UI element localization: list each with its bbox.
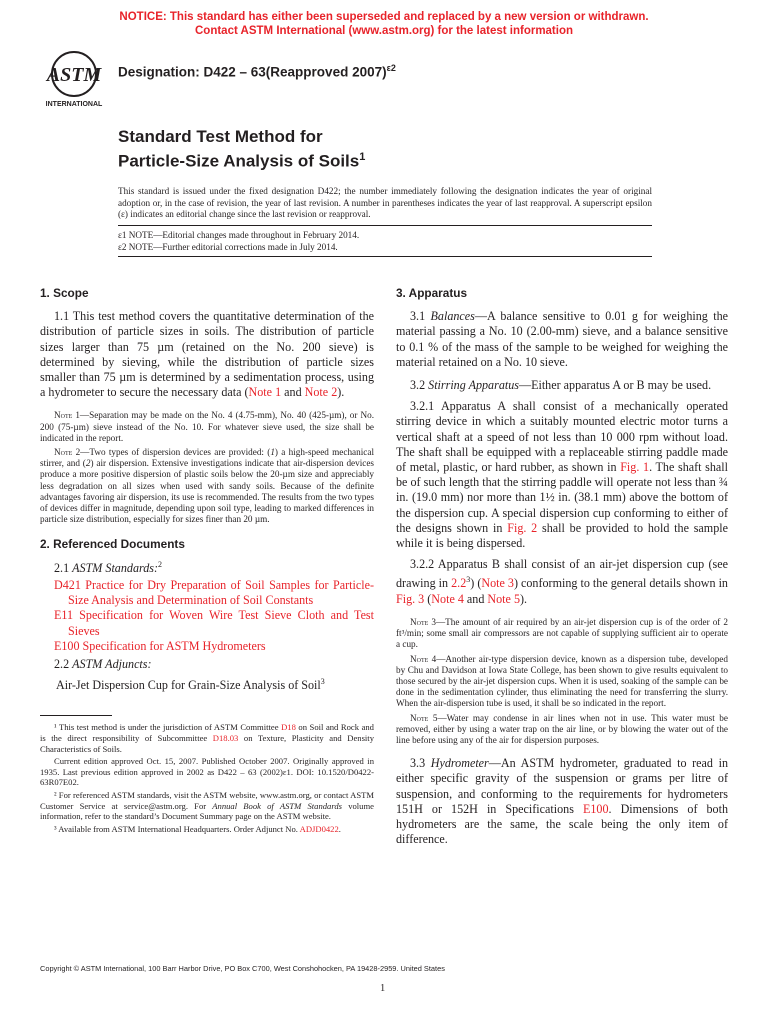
page-number: 1	[380, 983, 386, 994]
fig-1-link[interactable]: Fig. 1	[620, 460, 650, 475]
para-3-2: 3.2 Stirring Apparatus—Either apparatus A or B may be used.	[410, 378, 712, 393]
note-2: Note 2—Two types of dispersion devices are provided: (1) a high-speed mechanical stirrer, and (2) air dispersion. Extensive investigations indicate that air-dispersion devices produce a more positive dispersion of plastic soils below the 20-µm size and appreciably less degradation on all sizes when used with sandy soils. Because of the definite advantages favoring air dispersion, its use is recommended. The results from the two types of devices differ in magnitude, depending upon soil type, leading to marked differences in particle size distribution, especially for sizes finer than 20 µm.	[40, 447, 374, 525]
ref-d421-link[interactable]: D421	[54, 577, 81, 592]
d1803-link[interactable]: D18.03	[212, 732, 239, 743]
footnote-2: ² For referenced ASTM standards, visit the ASTM website, www.astm.org, or contact ASTM Customer Service at service@astm.org. For Annual Book of ASTM Standards volume information, refer to the standard’s Document Summary page on the ASTM website.	[40, 789, 374, 822]
astm-logo	[42, 44, 106, 108]
note-5-link[interactable]: Note 5	[487, 591, 520, 606]
ref-e100-link[interactable]: E100	[54, 638, 80, 653]
title-line-2: Particle-Size Analysis of Soils$^1$	[118, 151, 366, 171]
intro-paragraph: This standard is issued under the fixed designation D422; the number immediately following the designation indicates the year of original adoption or, in the case of revision, the year of last revision. A number in parentheses indicates the year of last reapproval. A superscript epsilon (ε) indicates an editorial change since the last revision or reapproval.	[118, 186, 652, 220]
para-3-2-1: 3.2.1 Apparatus A shall consist of a mechanically operated stirring device in which a suitably mounted electric motor turns a vertical shaft at a speed of not less than 10 000 rpm without load. The shaft shall be equipped with a replaceable stirring paddle made of metal, plastic, or hard rubber, as shown in Fig. 1. The shaft shall be of such length that the stirring paddle will operate not less than ¾ in. (19.0 mm) nor more than 1½ in. (38.1 mm) above the bottom of the dispersion cup. A special dispersion cup conforming to either of the designs shown in Fig. 2 shall be provided to hold the sample while it is being dispersed.	[396, 399, 729, 551]
ref-e11: E11 Specification for Woven Wire Test Sieve Cloth and Test Sieves	[54, 608, 374, 638]
epsilon-note-2: ε2 NOTE—Further editorial corrections made in July 2014.	[118, 242, 338, 252]
para-3-2-2: 3.2.2 Apparatus B shall consist of an air-jet dispersion cup (see drawing in $2.2^3$) (Note 3) conforming to the general details shown in Fig. 3 (Note 4 and Note 5).	[396, 557, 728, 606]
para-2-2: 2.2 ASTM Adjuncts:	[54, 656, 152, 671]
ref-2-2-link[interactable]: 2.2	[451, 576, 467, 591]
footnote-1: ¹ This test method is under the jurisdiction of ASTM Committee D18 on Soil and Rock and is the direct responsibility of Subcommittee D18.03 on Texture, Plasticity and Density Characteristics of Soils.	[40, 722, 374, 754]
section-1-heading: 1. Scope	[40, 286, 89, 300]
para-1-1: 1.1 This test method covers the quantitative determination of the distribution of particle sizes in soils. The distribution of particle sizes larger than 75 µm (retained on the No. 200 sieve) is determined by sieving, while the distribution of particle sizes smaller than 75 µm is determined by a sedimentation process, using a hydrometer to secure the necessary data (Note 1 and Note 2).	[40, 309, 374, 400]
para-3-1: 3.1 Balances—A balance sensitive to 0.01 g for weighing the material passing a No. 10 (2.00-mm) sieve, and a balance sensitive to 0.1 % of the mass of the sample to be weighed for weighing the material retained on a No. 10 sieve.	[396, 309, 729, 369]
note-4-link[interactable]: Note 4	[431, 591, 464, 606]
adjd0422-link[interactable]: ADJD0422	[299, 823, 339, 834]
section-2-heading: 2. Referenced Documents	[40, 537, 185, 552]
e100-link[interactable]: E100	[582, 801, 609, 816]
para-3-3: 3.3 Hydrometer—An ASTM hydrometer, graduated to read in either specific gravity of the suspension or grams per litre of suspension, and conforming to the requirements for hydrometers 151H or 152H in Specifications E100. Dimensions of both hydrometers are the same, the scale being the only item of difference.	[396, 756, 729, 847]
note-4: Note 4—Another air-type dispersion device, known as a dispersion tube, developed by Chu and Davidson at Iowa State College, has been shown to give results equivalent to those secured by the air-jet dispersion cups. When it is used, soaking of the sample can be done in the sedimentation cylinder, thus eliminating the need for transferring the slurry. When the air-dispersion tube is used, it shall be so indicated in the report.	[396, 653, 728, 709]
footnote-3: ³ Available from ASTM International Headquarters. Order Adjunct No. ADJD0422.	[54, 823, 341, 834]
section-3-heading: 3. Apparatus	[396, 286, 468, 300]
note-1: Note 1—Separation may be made on the No. 4 (4.75-mm), No. 40 (425-µm), or No. 200 (75-µm) sieve instead of the No. 10. For whatever sieve used, the size shall be indicated in the report.	[40, 410, 374, 443]
notice-line-1: NOTICE: This standard has either been superseded and replaced by a new version or withdrawn.	[119, 11, 649, 23]
adjunct-item: Air-Jet Dispersion Cup for Grain-Size Analysis of Soil$^3$	[56, 677, 325, 693]
note-5: Note 5—Water may condense in air lines when not in use. This water must be removed, either by using a water trap on the air line, or by blowing the water out of the line before using any of the air for dispersion purposes.	[396, 712, 728, 745]
para-2-1: 2.1 ASTM Standards:$^2$	[54, 559, 163, 575]
note-3: Note 3—The amount of air required by an air-jet dispersion cup is of the order of 2 ft³/min; some small air compressors are not capable of supplying sufficient air to operate a cup.	[396, 616, 728, 650]
logo-subtext: INTERNATIONAL	[45, 101, 103, 108]
left-column	[40, 286, 374, 834]
ref-e11-link[interactable]: E11	[54, 608, 74, 623]
notice-line-2: Contact ASTM International (www.astm.org) for the latest information	[194, 25, 574, 37]
note-2-link[interactable]: Note 2	[304, 385, 338, 400]
d18-link[interactable]: D18	[281, 722, 296, 733]
title-line-1: Standard Test Method for	[118, 127, 323, 146]
copyright-footer: Copyright © ASTM International, 100 Barr Harbor Drive, PO Box C700, West Conshohocken, PA 19428-2959. United States	[40, 964, 445, 973]
logo-text: ASTM	[46, 64, 102, 86]
divider-bottom	[118, 256, 652, 257]
ref-e100: E100 Specification for ASTM Hydrometers	[54, 638, 266, 653]
right-column	[396, 286, 728, 847]
ref-d421: D421 Practice for Dry Preparation of Soil Samples for Particle-Size Analysis and Determination of Soil Constants	[54, 577, 374, 608]
fig-3-link[interactable]: Fig. 3	[396, 591, 425, 606]
fig-2-link[interactable]: Fig. 2	[507, 520, 538, 535]
footnote-1-edition: Current edition approved Oct. 15, 2007. Published October 2007. Originally approved in 1935. Last previous edition approved in 2002 as D422 – 63 (2002)ε1. DOI: 10.1520/D0422-63R07E02.	[40, 756, 374, 788]
designation: Designation: D422 – 63(Reapproved 2007)$^{\varepsilon 2}$	[118, 63, 396, 80]
footnote-divider	[40, 715, 112, 716]
epsilon-note-1: ε1 NOTE—Editorial changes made throughout in February 2014.	[118, 230, 360, 240]
note-3-link[interactable]: Note 3	[481, 576, 514, 591]
note-1-link[interactable]: Note 1	[248, 385, 282, 400]
divider-top	[118, 225, 652, 226]
